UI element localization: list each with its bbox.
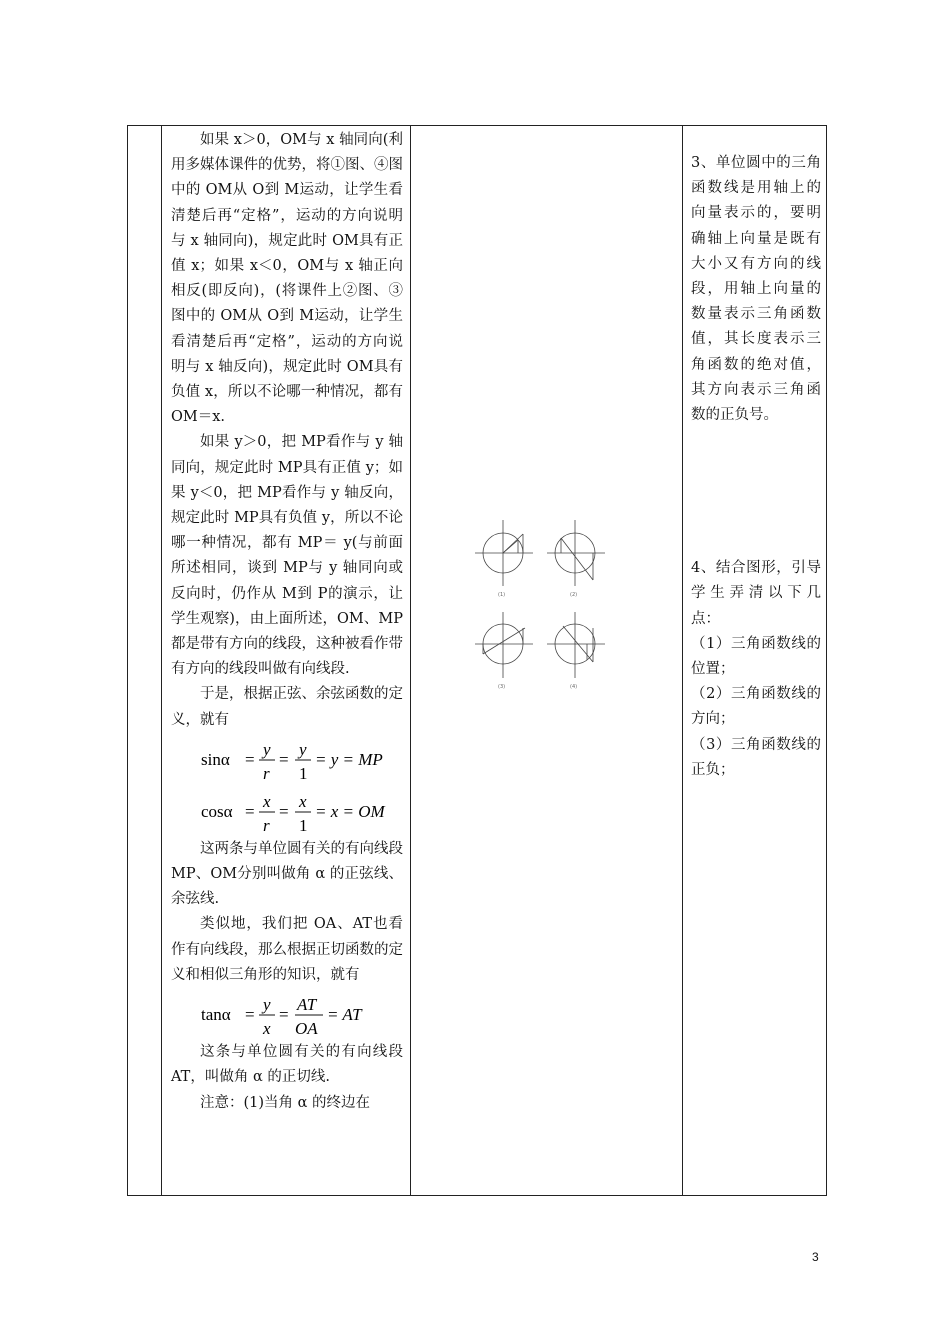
note-4-point-2: （2）三角函数线的方向； (691, 686, 821, 728)
unit-circle-figures (471, 516, 611, 700)
figure-caption-1: (1) (498, 592, 506, 598)
sin-tail: = y = MP (315, 749, 383, 769)
note-4-point-1: （1）三角函数线的位置； (691, 635, 821, 678)
svg-text:=: = (279, 1005, 289, 1025)
cos-d1: r (263, 815, 270, 835)
paragraph-tangent-intro: 类似地，我们把 OA、AT也看作有向线段，那么根据正切函数的定义和相似三角形的知识，就有 (171, 916, 403, 983)
cos-n2: x (299, 791, 307, 811)
cos-d2: 1 (299, 815, 308, 835)
column-divider (161, 126, 162, 1195)
figure-caption-4: (4) (570, 684, 578, 690)
tan-formula (171, 990, 403, 1040)
svg-text:=: = (245, 801, 255, 821)
cos-tail: = x = OM (315, 801, 385, 821)
sin-fn: sinα (201, 749, 230, 769)
tan-tail: = AT (327, 1005, 362, 1025)
svg-text:=: = (245, 749, 255, 769)
svg-text:=: = (245, 1005, 255, 1025)
tan-n2: AT (297, 995, 317, 1015)
lesson-table (127, 125, 827, 1196)
paragraph-definition: 于是，根据正弦、余弦函数的定义，就有 (171, 686, 403, 728)
cos-fn: cosα (201, 801, 233, 821)
sin-n2: y (299, 739, 307, 759)
tan-fn: tanα (201, 1005, 231, 1025)
sin-formula (171, 735, 403, 785)
cos-n1: x (263, 791, 271, 811)
tan-d2: OA (295, 1019, 318, 1039)
unit-circle-diagram (471, 516, 611, 696)
tan-n1: y (263, 995, 271, 1015)
spacer (691, 428, 821, 556)
svg-text:=: = (279, 801, 289, 821)
tan-formula-svg (201, 990, 401, 1040)
teaching-content-column (171, 128, 403, 1116)
sin-d1: r (263, 763, 270, 783)
column-divider (410, 126, 411, 1195)
page-number: 3 (812, 1250, 819, 1264)
sin-d2: 1 (299, 763, 308, 783)
paragraph-om: 如果 x＞0，OM与 x 轴同向(利用多媒体课件的优势，将①图、④图中的 OM从 O到 M运动，让学生看清楚后再“定格”，运动的方向说明与 x 轴同向)，规定此时 OM具有正值 x；如果 x＜0，OM与 x 轴正向相反(即反向)，(将课件上②图、③图中的 OM从 O到 M运动，让学生看清楚后再“定格”，运动的方向说明与 x 轴反向)，规定此时 OM具有负值 x，所以不论哪一种情况，都有 OM＝x. (171, 132, 403, 426)
tan-d1: x (263, 1019, 271, 1039)
column-divider (682, 126, 683, 1195)
note-4-point-3: （3）三角函数线的正负； (691, 736, 821, 778)
paragraph-mp: 如果 y＞0，把 MP看作与 y 轴同向，规定此时 MP具有正值 y；如果 y＜0，把 MP看作与 y 轴反向，规定此时 MP具有负值 y，所以不论哪一种情况，都有 MP＝ y(与前面所述相同，谈到 MP与 y 轴同向或反向时，仍作从 M到 P的演示，让学生观察)，由上面所述，OM、MP都是带有方向的线段，这种被看作带有方向的线段叫做有向线段. (171, 434, 403, 678)
cos-formula (171, 787, 403, 837)
note-3: 3、单位圆中的三角函数线是用轴上的向量表示的，要明确轴上向量是既有大小又有方向的线段，用轴上向量的数量表示三角函数值，其长度表示三角函数的绝对值，其方向表示三角函数的正负号。 (691, 155, 821, 424)
paragraph-note: 注意：(1)当角 α 的终边在 (200, 1094, 371, 1111)
paragraph-sine-cosine-lines: 这两条与单位圆有关的有向线段 MP、OM分别叫做角 α 的正弦线、余弦线. (171, 840, 403, 908)
sin-formula-svg (201, 735, 401, 785)
paragraph-tangent-line: 这条与单位圆有关的有向线段 AT，叫做角 α 的正切线. (171, 1044, 403, 1086)
figure-caption-2: (2) (570, 592, 578, 598)
sin-n1: y (263, 739, 271, 759)
cos-formula-svg (201, 787, 401, 837)
svg-text:=: = (279, 749, 289, 769)
note-4: 4、结合图形，引导学生弄清以下几点： (691, 560, 821, 627)
figure-caption-3: (3) (498, 684, 506, 690)
design-intent-column (691, 151, 821, 783)
